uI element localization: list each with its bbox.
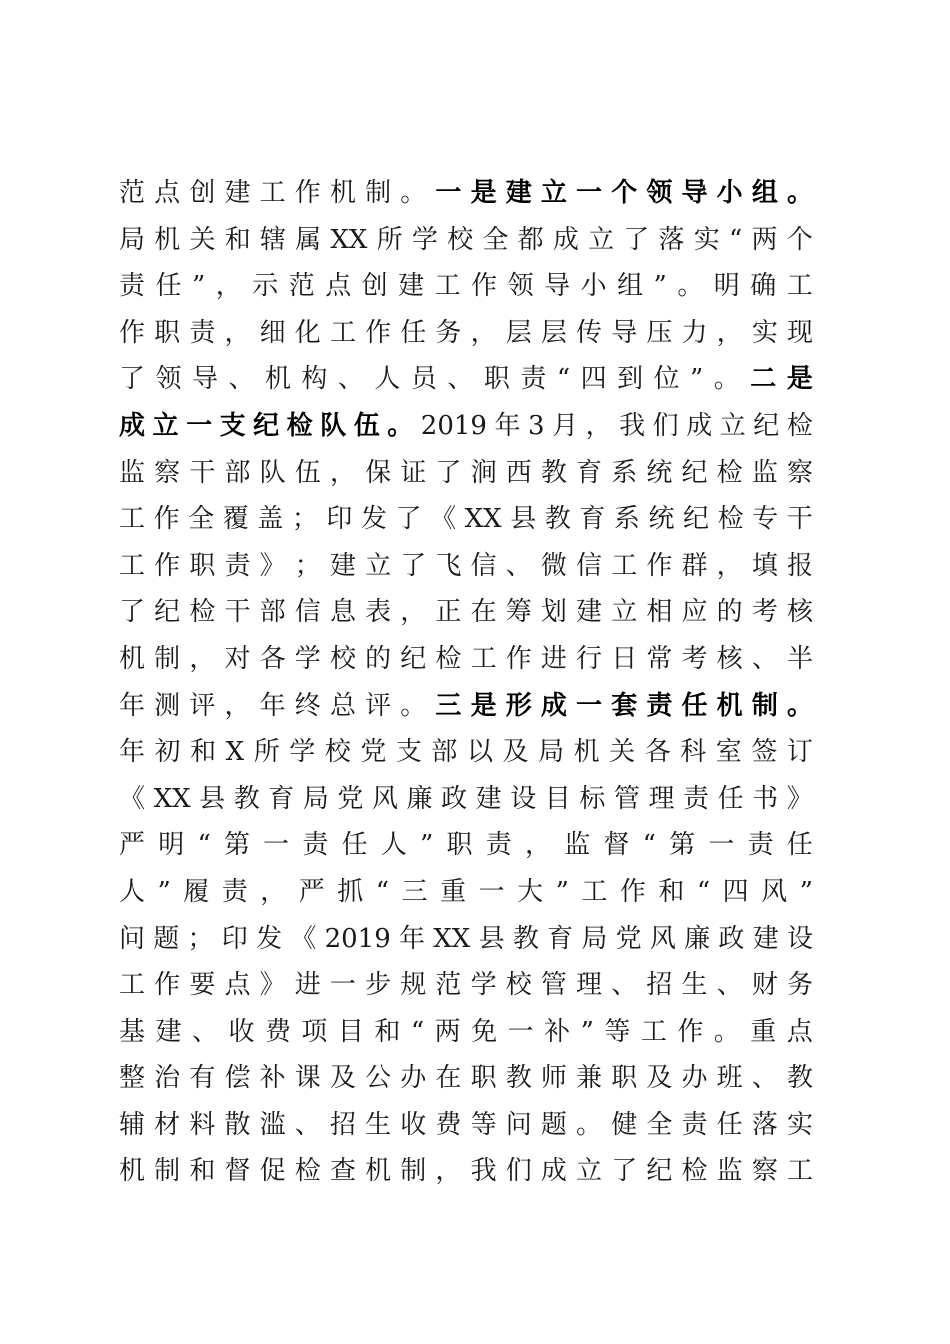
text-line: 范 点 创 建 工 作 机 制 。 一 是 建 立 一 个 领 导 小 组 。 — [119, 178, 813, 208]
text-line: 机 制 ， 对 各 学 校 的 纪 检 工 作 进 行 日 常 考 核 、 半 — [119, 643, 813, 674]
text-line: 基 建 、 收 费 项 目 和 “ 两 免 一 补 ” 等 工 作 。 重 点 — [119, 1016, 813, 1047]
text-line: 了 纪 检 干 部 信 息 表 ， 正 在 筹 划 建 立 相 应 的 考 核 — [119, 597, 813, 628]
text-line: 监 察 干 部 队 伍 ， 保 证 了 涧 西 教 育 系 统 纪 检 监 察 — [119, 457, 813, 488]
text-line: 了 领 导 、 机 构 、 人 员 、 职 责 “ 四 到 位 ” 。 二 是 — [119, 364, 813, 395]
text-line: 辅 材 料 散 滥 、 招 生 收 费 等 问 题 。 健 全 责 任 落 实 — [119, 1109, 813, 1140]
text-line: 责 任 ” ， 示 范 点 创 建 工 作 领 导 小 组 ” 。 明 确 工 — [119, 271, 813, 302]
text-line: 人 ” 履 责 ， 严 抓 “ 三 重 一 大 ” 工 作 和 “ 四 风 ” — [119, 876, 813, 907]
text-line: 作 职 责 ， 细 化 工 作 任 务 ， 层 层 传 导 压 力 ， 实 现 — [119, 317, 813, 348]
text-line: 成 立 一 支 纪 检 队 伍 。 2019 年 3 月 ， 我 们 成 立 纪 检 — [119, 410, 813, 441]
text-line: 局 机 关 和 辖 属 XX 所 学 校 全 都 成 立 了 落 实 “ 两 个 — [119, 224, 813, 255]
text-line: 机 制 和 督 促 检 查 机 制 ， 我 们 成 立 了 纪 检 监 察 工 — [119, 1156, 813, 1187]
text-line: 年 测 评 ， 年 终 总 评 。 三 是 形 成 一 套 责 任 机 制 。 — [119, 690, 813, 721]
text-line: 工 作 全 覆 盖 ； 印 发 了 《 XX 县 教 育 系 统 纪 检 专 干 — [119, 504, 813, 535]
text-line: 《 XX 县 教 育 局 党 风 廉 政 建 设 目 标 管 理 责 任 书 》 — [119, 783, 813, 814]
text-line: 工 作 职 责 》 ； 建 立 了 飞 信 、 微 信 工 作 群 ， 填 报 — [119, 550, 813, 581]
text-line: 问 题 ； 印 发 《 2019 年 XX 县 教 育 局 党 风 廉 政 建 设 — [119, 923, 813, 954]
body-text — [119, 170, 813, 1195]
text-line: 整 治 有 偿 补 课 及 公 办 在 职 教 师 兼 职 及 办 班 、 教 — [119, 1063, 813, 1094]
text-line: 严 明 “ 第 一 责 任 人 ” 职 责 ， 监 督 “ 第 一 责 任 — [119, 830, 813, 861]
text-line: 年 初 和 X 所 学 校 党 支 部 以 及 局 机 关 各 科 室 签 订 — [119, 737, 813, 768]
text-line: 工 作 要 点 》 进 一 步 规 范 学 校 管 理 、 招 生 、 财 务 — [119, 970, 813, 1001]
